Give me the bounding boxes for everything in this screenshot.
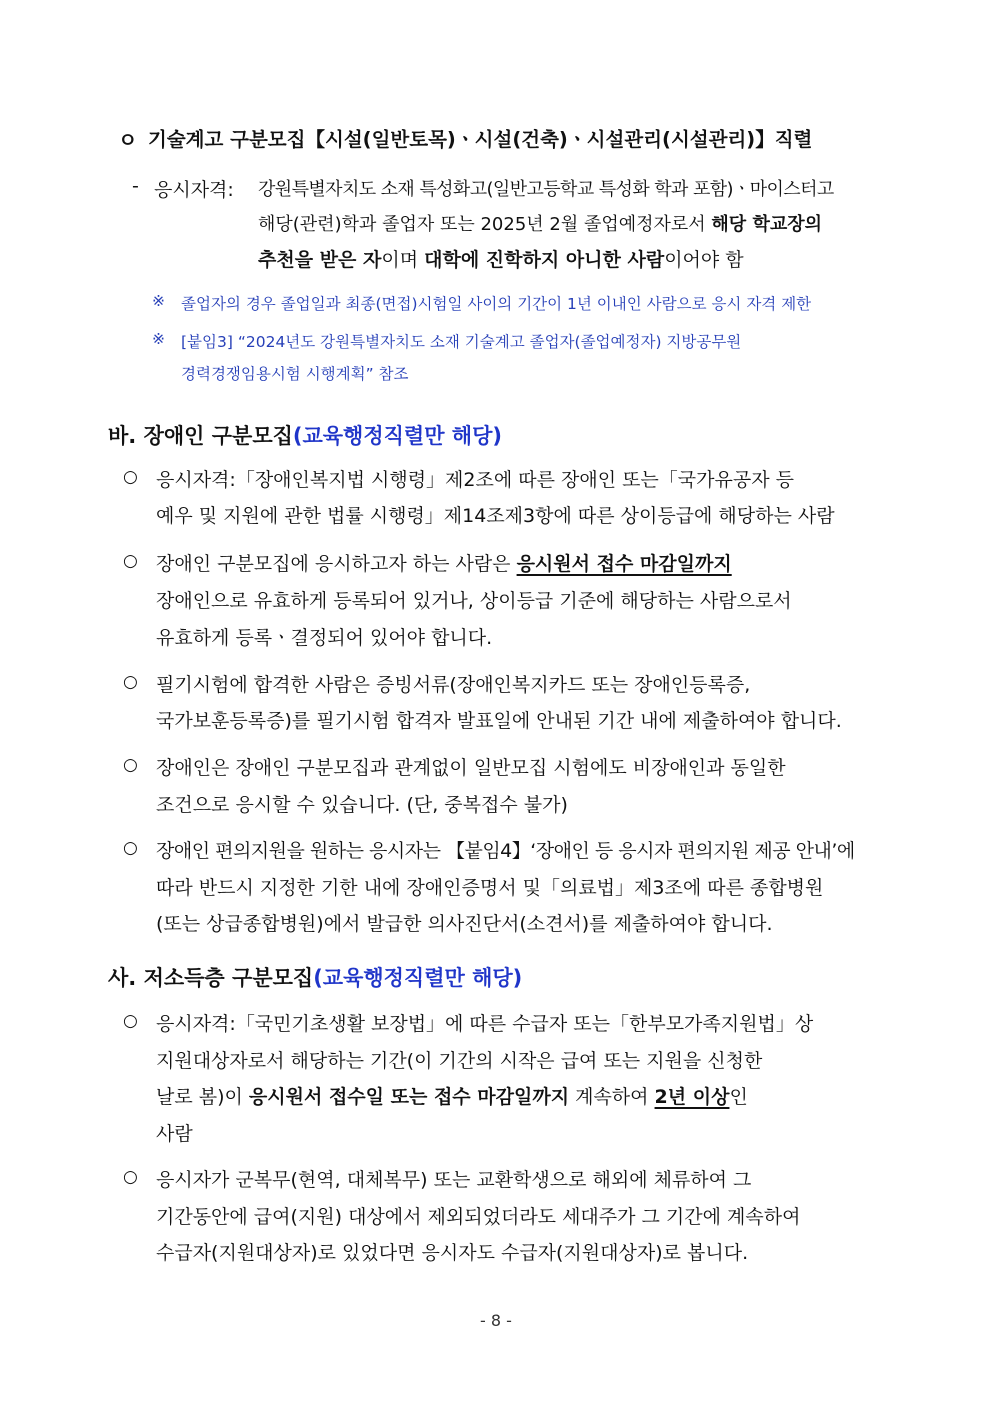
tech-note-1: 졸업자의 경우 졸업일과 최종(면접)시험일 사이의 기간이 1년 이내인 사람으로 응시 자격 제한 — [181, 295, 812, 313]
low-income-text-a: 날로 봄)이 — [156, 1086, 249, 1108]
low-income-item1-line3 — [156, 1082, 748, 1109]
disabled-item5-line1: 장애인 편의지원을 원하는 응시자는 【붙임4】‘장애인 등 응시자 편의지원 제공 안내’에 — [156, 840, 855, 862]
bullet: ○ — [123, 672, 138, 692]
disabled-item5-line2: 따라 반드시 지정한 기한 내에 장애인증명서 및「의료법」제3조에 따른 종합병원 — [156, 877, 824, 899]
tech-recommend-bold: 추천을 받은 자 — [258, 249, 382, 271]
low-income-heading-tag: (교육행정직렬만 해당) — [313, 966, 523, 990]
disabled-item1-line1: 응시자격:「장애인복지법 시행령」제2조에 따른 장애인 또는「국가유공자 등 — [156, 469, 794, 491]
disabled-item5-line3: (또는 상급종합병원)에서 발급한 의사진단서(소견서)를 제출하여야 합니다. — [156, 913, 773, 935]
bullet: ○ — [123, 838, 138, 858]
disabled-item2-line1 — [156, 549, 732, 576]
bullet: ○ — [123, 1167, 138, 1187]
tech-bullet: ㅇ — [118, 128, 138, 152]
disabled-item4-line2: 조건으로 응시할 수 있습니다. (단, 중복접수 불가) — [156, 794, 568, 816]
bullet: ○ — [123, 467, 138, 487]
disabled-heading — [108, 420, 502, 450]
low-income-text-e: 인 — [729, 1086, 748, 1108]
low-income-deadline-bold: 응시원서 접수일 또는 접수 마감일까지 — [248, 1086, 570, 1108]
low-income-heading — [108, 962, 522, 992]
disabled-item2-text: 장애인 구분모집에 응시하고자 하는 사람은 — [156, 553, 517, 575]
tech-dash: - — [132, 175, 139, 197]
disabled-item3-line2: 국가보훈등록증)를 필기시험 합격자 발표일에 안내된 기간 내에 제출하여야 합니다. — [156, 710, 842, 732]
tech-note-2-line2: 경력경쟁임용시험 시행계획” 참조 — [181, 365, 409, 383]
low-income-text-c: 계속하여 — [569, 1086, 655, 1108]
tech-title: 기술계고 구분모집【시설(일반토목)ㆍ시설(건축)ㆍ시설관리(시설관리)】직렬 — [148, 128, 813, 151]
tech-elig-line3-text: 이며 — [381, 249, 425, 271]
disabled-item4-line1: 장애인은 장애인 구분모집과 관계없이 일반모집 시험에도 비장애인과 동일한 — [156, 757, 786, 779]
tech-elig-line2-text: 해당(관련)학과 졸업자 또는 2025년 2월 졸업예정자로서 — [258, 214, 712, 235]
low-income-two-years-underlined: 2년 이상 — [654, 1086, 730, 1108]
low-income-heading-title: 사. 저소득층 구분모집 — [108, 966, 314, 990]
note-mark-1: ※ — [152, 292, 165, 310]
low-income-item2-line2: 기간동안에 급여(지원) 대상에서 제외되었더라도 세대주가 그 기간에 계속하여 — [156, 1206, 801, 1228]
tech-note-2-line1: [붙임3] “2024년도 강원특별자치도 소재 기술계고 졸업자(졸업예정자) 지방공무원 — [181, 333, 742, 351]
low-income-item2-line1: 응시자가 군복무(현역, 대체복무) 또는 교환학생으로 해외에 체류하여 그 — [156, 1169, 752, 1191]
disabled-item3-line1: 필기시험에 합격한 사람은 증빙서류(장애인복지카드 또는 장애인등록증, — [156, 674, 751, 696]
tech-elig-line2 — [258, 210, 822, 236]
page-number: - 8 - — [480, 1311, 512, 1330]
tech-no-college-bold: 대학에 진학하지 아니한 사람 — [424, 249, 665, 271]
low-income-item1-line4: 사람 — [156, 1123, 193, 1145]
disabled-heading-title: 바. 장애인 구분모집 — [108, 424, 293, 448]
tech-elig-line3 — [258, 245, 744, 272]
tech-elig-line1: 강원특별자치도 소재 특성화고(일반고등학교 특성화 학과 포함)ㆍ마이스터고 — [258, 179, 834, 200]
disabled-deadline-underlined: 응시원서 접수 마감일까지 — [516, 553, 732, 575]
tech-elig-line3-end: 이어야 함 — [664, 249, 744, 271]
tech-elig-line2-bold: 해당 학교장의 — [711, 214, 823, 235]
low-income-item1-line1: 응시자격:「국민기초생활 보장법」에 따른 수급자 또는「한부모가족지원법」상 — [156, 1013, 814, 1035]
note-mark-2: ※ — [152, 330, 165, 348]
bullet: ○ — [123, 755, 138, 775]
tech-elig-label: 응시자격: — [154, 179, 234, 201]
bullet: ○ — [123, 551, 138, 571]
disabled-heading-tag: (교육행정직렬만 해당) — [292, 424, 502, 448]
low-income-item1-line2: 지원대상자로서 해당하는 기간(이 기간의 시작은 급여 또는 지원을 신청한 — [156, 1050, 763, 1072]
disabled-item1-line2: 예우 및 지원에 관한 법률 시행령」제14조제3항에 따른 상이등급에 해당하는 사람 — [156, 505, 835, 527]
disabled-item2-line2: 장애인으로 유효하게 등록되어 있거나, 상이등급 기준에 해당하는 사람으로서 — [156, 590, 792, 612]
disabled-item2-line3: 유효하게 등록ㆍ결정되어 있어야 합니다. — [156, 627, 493, 649]
bullet: ○ — [123, 1011, 138, 1031]
low-income-item2-line3: 수급자(지원대상자)로 있었다면 응시자도 수급자(지원대상자)로 봅니다. — [156, 1242, 749, 1264]
